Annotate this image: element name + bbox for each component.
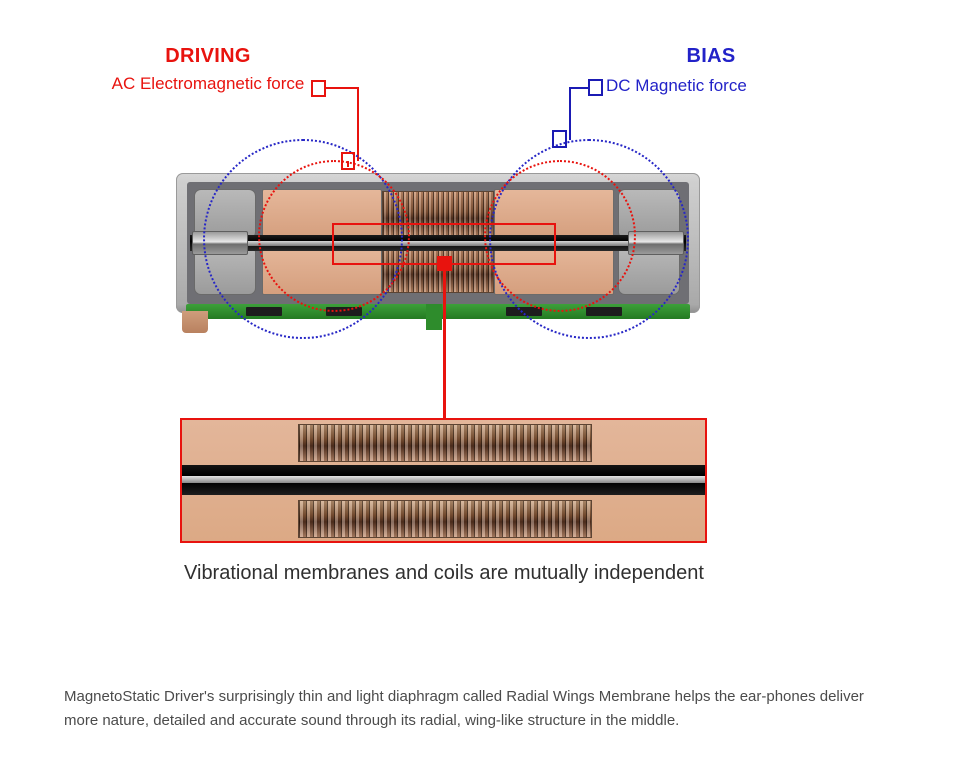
bias-leader-line-vertical <box>569 87 571 140</box>
driving-marker-top-icon <box>311 80 326 97</box>
diagram-caption: Vibrational membranes and coils are mutually independent <box>184 562 704 584</box>
zoom-detail-panel <box>180 418 707 543</box>
description-paragraph: MagnetoStatic Driver's surprisingly thin and light diaphragm called Radial Wings Membrane helps the ear-phones deliver more nature, detailed and accurate sound through its radial, wing-like structure in the middle. <box>64 688 864 729</box>
bias-leader-line-horizontal <box>569 87 589 89</box>
driving-marker-driver-icon <box>341 152 355 170</box>
driving-leader-line-horizontal <box>325 87 359 89</box>
pcb-tab <box>426 304 442 330</box>
zoom-coil-top <box>298 424 592 462</box>
bias-label-title: BIAS <box>686 45 736 67</box>
driving-label-subtitle: AC Electromagnetic force <box>111 74 305 93</box>
driving-leader-line-vertical <box>357 87 359 161</box>
zoom-membrane-core <box>182 476 705 483</box>
bias-marker-top-icon <box>588 79 603 96</box>
bias-label-subtitle: DC Magnetic force <box>606 76 747 95</box>
driving-label-title: DRIVING <box>165 45 251 67</box>
zoom-connector-line <box>443 268 446 418</box>
zoom-coil-bottom <box>298 500 592 538</box>
bias-marker-driver-icon <box>552 130 567 148</box>
housing-foot <box>182 311 208 333</box>
